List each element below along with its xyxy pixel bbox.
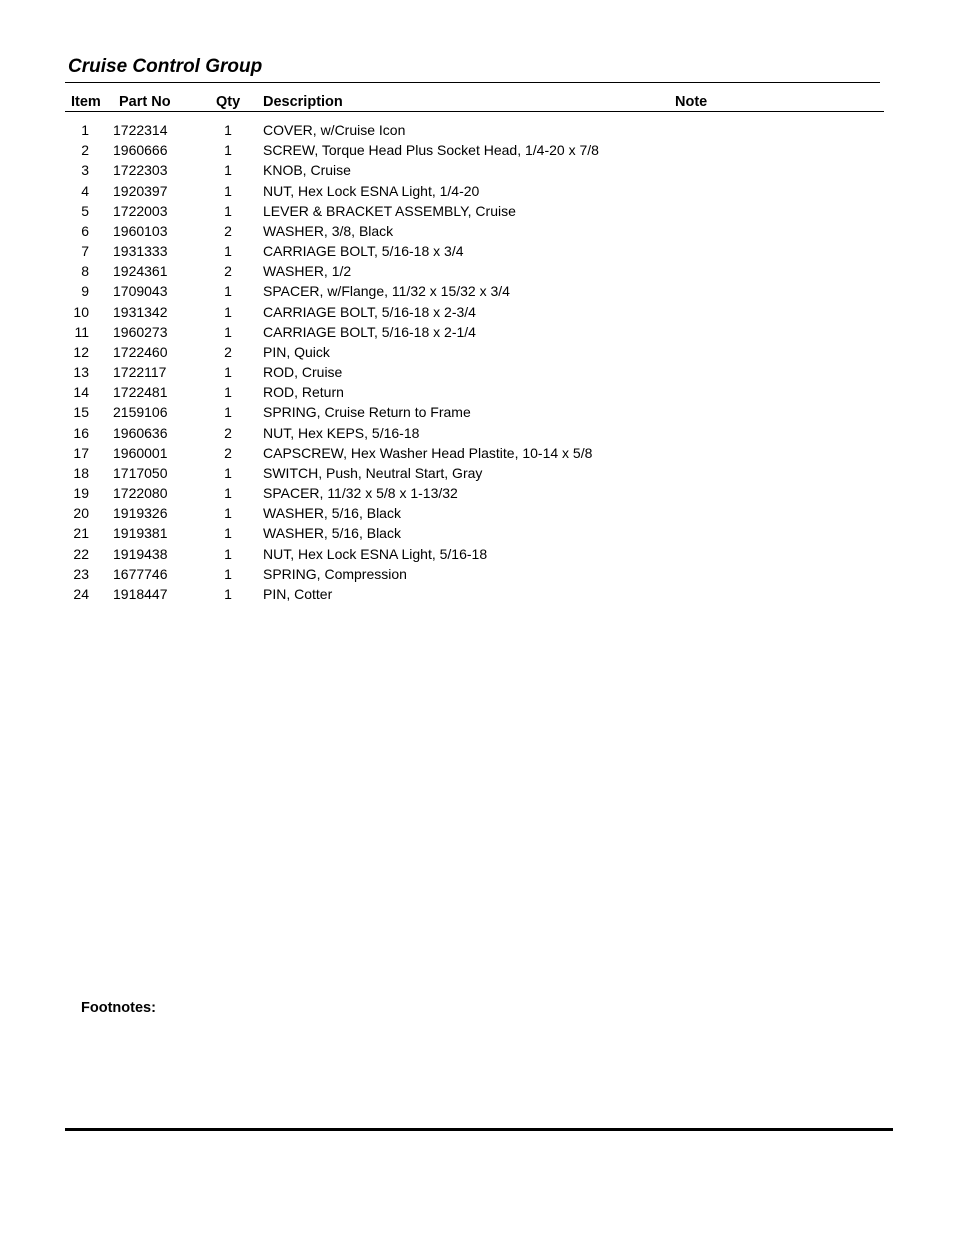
quantity: 1 xyxy=(224,182,232,199)
item-number: 19 xyxy=(73,485,89,502)
header-qty: Qty xyxy=(216,94,241,110)
quantity: 1 xyxy=(224,202,232,219)
quantity: 1 xyxy=(224,464,232,481)
item-number: 21 xyxy=(73,525,89,542)
table-row xyxy=(0,364,954,384)
table-row xyxy=(0,546,954,566)
item-number: 17 xyxy=(73,444,89,461)
part-number: 1722303 xyxy=(113,162,168,179)
table-row xyxy=(0,445,954,465)
part-number: 2159106 xyxy=(113,404,168,421)
table-row xyxy=(0,344,954,364)
footer-divider xyxy=(65,1128,893,1131)
description: CARRIAGE BOLT, 5/16-18 x 2-3/4 xyxy=(263,303,476,320)
quantity: 1 xyxy=(224,505,232,522)
part-number: 1960103 xyxy=(113,222,168,239)
item-number: 8 xyxy=(81,263,89,280)
quantity: 1 xyxy=(224,364,232,381)
item-number: 20 xyxy=(73,505,89,522)
part-number: 1722481 xyxy=(113,384,168,401)
table-row xyxy=(0,243,954,263)
table-row xyxy=(0,566,954,586)
header-divider xyxy=(65,111,884,112)
page-title: Cruise Control Group xyxy=(68,56,263,77)
table-row xyxy=(0,263,954,283)
description: CAPSCREW, Hex Washer Head Plastite, 10-14 x 5/8 xyxy=(263,444,593,461)
footnotes-label: Footnotes: xyxy=(81,1000,156,1016)
table-row xyxy=(0,283,954,303)
item-number: 14 xyxy=(73,384,89,401)
part-number: 1919438 xyxy=(113,545,168,562)
quantity: 1 xyxy=(224,243,232,260)
item-number: 4 xyxy=(81,182,89,199)
item-number: 16 xyxy=(73,424,89,441)
quantity: 1 xyxy=(224,122,232,138)
quantity: 1 xyxy=(224,585,232,602)
item-number: 2 xyxy=(81,142,89,159)
quantity: 1 xyxy=(224,162,232,179)
description: CARRIAGE BOLT, 5/16-18 x 2-1/4 xyxy=(263,323,476,340)
quantity: 2 xyxy=(224,222,232,239)
part-number: 1919381 xyxy=(113,525,168,542)
part-number: 1722080 xyxy=(113,485,168,502)
description: NUT, Hex Lock ESNA Light, 5/16-18 xyxy=(263,545,488,562)
item-number: 7 xyxy=(81,243,89,260)
part-number: 1919326 xyxy=(113,505,168,522)
part-number: 1920397 xyxy=(113,182,168,199)
table-row xyxy=(0,142,954,162)
description: LEVER & BRACKET ASSEMBLY, Cruise xyxy=(263,202,516,219)
part-number: 1960273 xyxy=(113,323,168,340)
table-row xyxy=(0,162,954,182)
header-item: Item xyxy=(71,94,101,110)
description: WASHER, 3/8, Black xyxy=(263,222,394,239)
table-row xyxy=(0,425,954,445)
description: SPRING, Cruise Return to Frame xyxy=(263,404,471,421)
table-row xyxy=(0,485,954,505)
quantity: 1 xyxy=(224,404,232,421)
description: SPACER, w/Flange, 11/32 x 15/32 x 3/4 xyxy=(263,283,510,300)
item-number: 6 xyxy=(81,222,89,239)
part-number: 1918447 xyxy=(113,585,168,602)
part-number: 1960666 xyxy=(113,142,168,159)
description: NUT, Hex Lock ESNA Light, 1/4-20 xyxy=(263,182,480,199)
quantity: 1 xyxy=(224,565,232,582)
table-row xyxy=(0,465,954,485)
quantity: 1 xyxy=(224,545,232,562)
quantity: 2 xyxy=(224,424,232,441)
quantity: 2 xyxy=(224,263,232,280)
item-number: 18 xyxy=(73,464,89,481)
quantity: 1 xyxy=(224,283,232,300)
title-divider xyxy=(65,82,880,83)
quantity: 1 xyxy=(224,303,232,320)
description: SPACER, 11/32 x 5/8 x 1-13/32 xyxy=(263,485,458,502)
part-number: 1931333 xyxy=(113,243,168,260)
description: SCREW, Torque Head Plus Socket Head, 1/4-20 x 7/8 xyxy=(263,142,599,159)
part-number: 1722003 xyxy=(113,202,168,219)
table-row xyxy=(0,122,954,142)
description: ROD, Cruise xyxy=(263,364,343,381)
table-row xyxy=(0,223,954,243)
table-row xyxy=(0,505,954,525)
quantity: 2 xyxy=(224,343,232,360)
item-number: 15 xyxy=(73,404,89,421)
description: PIN, Quick xyxy=(263,343,330,360)
item-number: 12 xyxy=(73,343,89,360)
table-row xyxy=(0,324,954,344)
part-number: 1677746 xyxy=(113,565,168,582)
item-number: 11 xyxy=(74,323,89,340)
table-row xyxy=(0,525,954,545)
table-row xyxy=(0,586,954,606)
item-number: 13 xyxy=(73,364,89,381)
quantity: 1 xyxy=(224,485,232,502)
quantity: 1 xyxy=(224,525,232,542)
table-row xyxy=(0,304,954,324)
description: NUT, Hex KEPS, 5/16-18 xyxy=(263,424,420,441)
header-part-no: Part No xyxy=(119,94,171,110)
item-number: 3 xyxy=(81,162,89,179)
description: SPRING, Compression xyxy=(263,565,407,582)
part-number: 1924361 xyxy=(113,263,168,280)
description: WASHER, 5/16, Black xyxy=(263,525,401,542)
item-number: 9 xyxy=(81,283,89,300)
quantity: 1 xyxy=(224,142,232,159)
table-row xyxy=(0,404,954,424)
item-number: 10 xyxy=(73,303,89,320)
part-number: 1722117 xyxy=(113,364,167,381)
item-number: 5 xyxy=(81,202,89,219)
item-number: 22 xyxy=(73,545,89,562)
part-number: 1717050 xyxy=(113,464,168,481)
quantity: 1 xyxy=(224,323,232,340)
description: ROD, Return xyxy=(263,384,344,401)
description: WASHER, 1/2 xyxy=(263,263,352,280)
header-note: Note xyxy=(675,94,708,110)
description: SWITCH, Push, Neutral Start, Gray xyxy=(263,464,483,481)
part-number: 1722460 xyxy=(113,343,168,360)
header-description: Description xyxy=(263,94,343,110)
part-number: 1960001 xyxy=(113,444,168,461)
part-number: 1709043 xyxy=(113,283,168,300)
table-row xyxy=(0,384,954,404)
description: CARRIAGE BOLT, 5/16-18 x 3/4 xyxy=(263,243,464,260)
item-number: 24 xyxy=(73,585,89,602)
part-number: 1960636 xyxy=(113,424,168,441)
quantity: 2 xyxy=(224,444,232,461)
table-row xyxy=(0,183,954,203)
part-number: 1931342 xyxy=(113,303,168,320)
quantity: 1 xyxy=(224,384,232,401)
item-number: 23 xyxy=(73,565,89,582)
description: PIN, Cotter xyxy=(263,585,333,602)
part-number: 1722314 xyxy=(113,122,168,138)
description: COVER, w/Cruise Icon xyxy=(263,122,406,138)
description: WASHER, 5/16, Black xyxy=(263,505,401,522)
table-row xyxy=(0,203,954,223)
item-number: 1 xyxy=(81,122,89,138)
description: KNOB, Cruise xyxy=(263,162,351,179)
